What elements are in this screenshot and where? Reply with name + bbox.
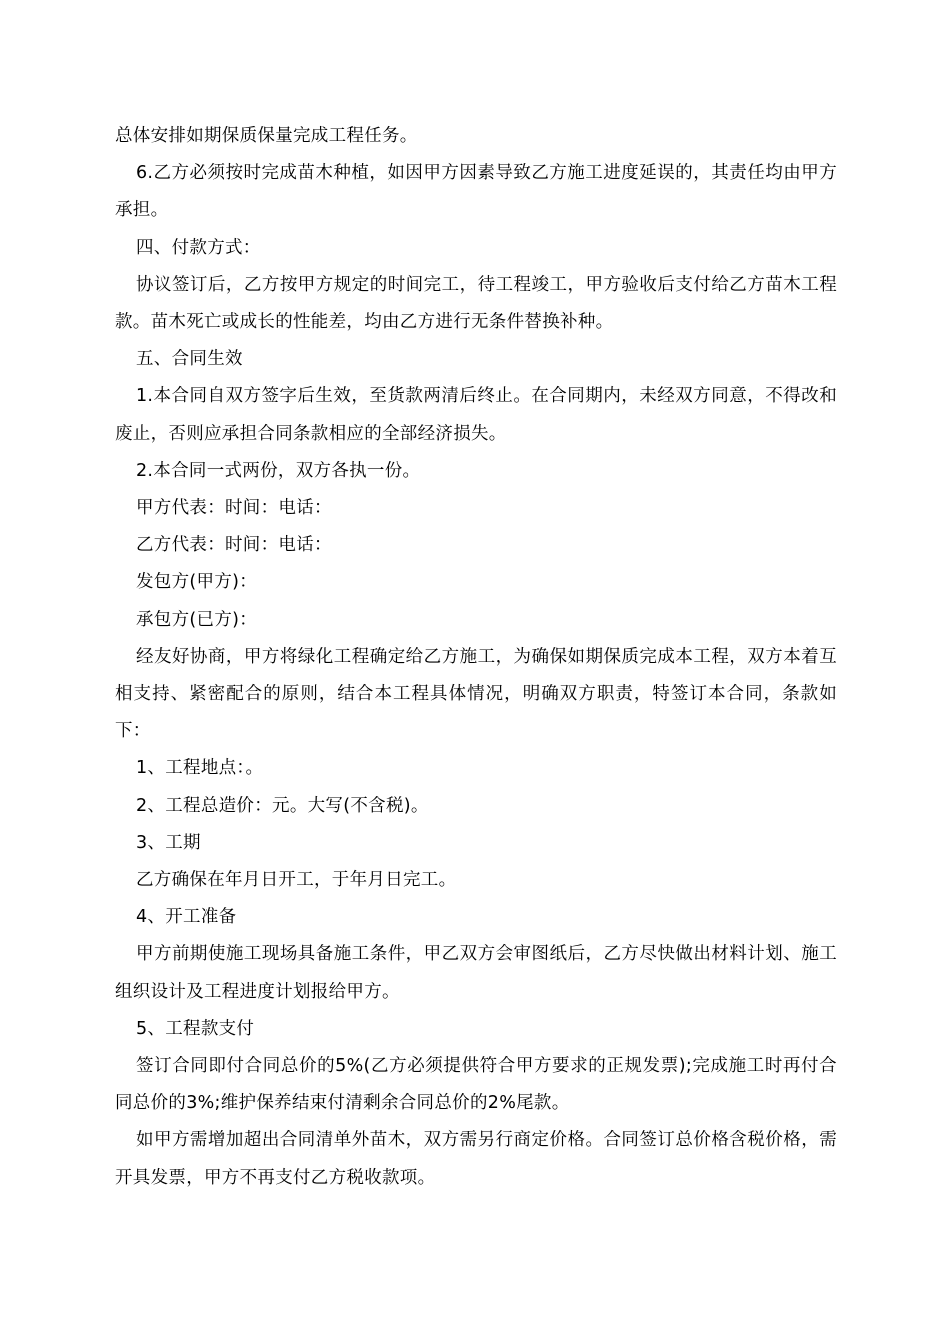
clause-heading: 5、工程款支付 (136, 1018, 255, 1039)
party-line: 承包方(已方)： (136, 609, 258, 630)
clause-heading: 3、工期 (136, 832, 201, 853)
paragraph: 总体安排如期保质保量完成工程任务。 (115, 126, 418, 146)
paragraph: 甲方前期使施工现场具备施工条件，甲乙双方会审图纸后，乙方尽快做出材料计划、施工组织设计及工程进度计划报给甲方。 (115, 944, 837, 1002)
signature-line: 乙方代表：时间：电话： (136, 535, 332, 556)
paragraph: 1.本合同自双方签字后生效，至货款两清后终止。在合同期内，未经双方同意，不得改和废止，否则应承担合同条款相应的全部经济损失。 (115, 386, 837, 444)
section-heading: 四、付款方式： (136, 237, 261, 258)
paragraph: 如甲方需增加超出合同清单外苗木，双方需另行商定价格。合同签订总价格含税价格，需开具发票，甲方不再支付乙方税收款项。 (115, 1130, 837, 1188)
document-body (115, 118, 837, 1197)
paragraph: 协议签订后，乙方按甲方规定的时间完工，待工程竣工，甲方验收后支付给乙方苗木工程款。苗木死亡或成长的性能差，均由乙方进行无条件替换补种。 (115, 274, 837, 333)
signature-line: 甲方代表：时间：电话： (136, 498, 332, 519)
paragraph: 签订合同即付合同总价的5%(乙方必须提供符合甲方要求的正规发票);完成施工时再付合同总价的3%;维护保养结束付清剩余合同总价的2%尾款。 (115, 1056, 837, 1114)
section-heading: 五、合同生效 (136, 349, 243, 370)
clause: 2、工程总造价：元。大写(不含税)。 (136, 795, 429, 816)
clause: 1、工程地点：。 (136, 758, 264, 779)
clause-heading: 4、开工准备 (136, 907, 237, 928)
paragraph: 乙方确保在年月日开工，于年月日完工。 (136, 870, 457, 891)
party-line: 发包方(甲方)： (136, 572, 258, 593)
paragraph: 2.本合同一式两份，双方各执一份。 (136, 460, 421, 481)
paragraph: 经友好协商，甲方将绿化工程确定给乙方施工，为确保如期保质完成本工程，双方本着互相支持、紧密配合的原则，结合本工程具体情况，明确双方职责，特签订本合同，条款如下： (115, 646, 837, 742)
paragraph: 6.乙方必须按时完成苗木种植，如因甲方因素导致乙方施工进度延误的，其责任均由甲方承担。 (115, 163, 837, 221)
